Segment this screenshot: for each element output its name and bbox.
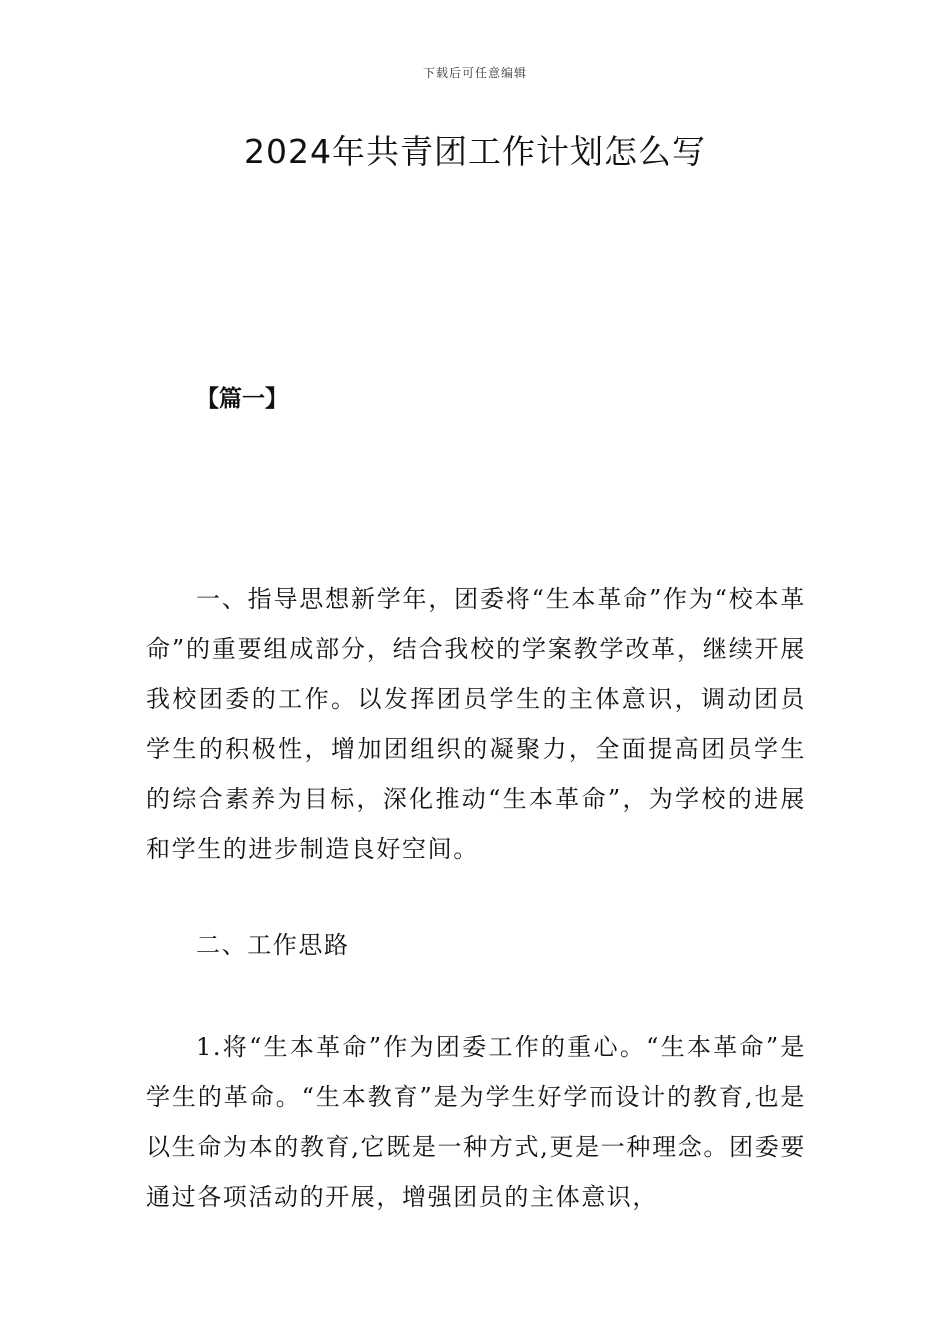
- paragraph-work-approach-item-1: 1.将“生本革命”作为团委工作的重心。“生本革命”是学生的革命。“生本教育”是为学生好学而设计的教育,也是以生命为本的教育,它既是一种方式,更是一种理念。团委要通过各项活动的开展，增强团员的主体意识，: [146, 1033, 806, 1211]
- header-note: 下载后可任意编辑: [422, 66, 527, 80]
- document-title: 2024年共青团工作计划怎么写: [244, 132, 706, 171]
- paragraph-guiding-ideology: 一、指导思想新学年，团委将“生本革命”作为“校本革命”的重要组成部分，结合我校的学案教学改革，继续开展我校团委的工作。以发挥团员学生的主体意识，调动团员学生的积极性，增加团组织的凝聚力，全面提高团员学生的综合素养为目标，深化推动“生本革命”，为学校的进展和学生的进步制造良好空间。: [146, 585, 806, 863]
- paragraph-work-approach-heading: 二、工作思路: [196, 931, 350, 959]
- section-label: 【篇一】: [196, 385, 288, 412]
